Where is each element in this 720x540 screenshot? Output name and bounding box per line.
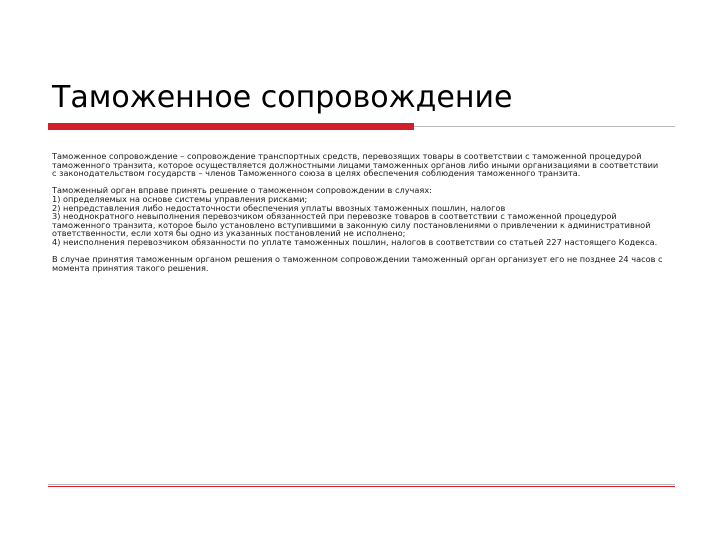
case-item-2: 2) непредставления либо недостаточности обеспечения уплаты ввозных таможенных пошлин, налогов — [52, 202, 506, 213]
footer-divider-gray — [48, 484, 675, 485]
case-item-3: 3) неоднократного невыполнения перевозчиком обязанностей при перевозке товаров в соответствии с таможенной процедурой таможенного транзита, которое было установлено вступившими в законную силу постановлениями о привлечении к административной ответственности, если хотя бы одно из указанных постановлений не исполнено; — [52, 211, 651, 239]
case-item-1: 1) определяемых на основе системы управления рисками; — [52, 193, 308, 204]
case-item-4: 4) неисполнения перевозчиком обязанности по уплате таможенных пошлин, налогов в соответствии со статьей 227 настоящего Кодекса. — [52, 236, 658, 247]
paragraph-definition: Таможенное сопровождение – сопровождение транспортных средств, перевозящих товары в соответствии с таможенной процедурой таможенного транзита, которое осуществляется должностными лицами таможенных органов либо иными организациями в соответствии с законодательством государств – членов Таможенного союза в целях обеспечения соблюдения таможенного транзита. — [52, 151, 659, 179]
cases-intro: Таможенный орган вправе принять решение о таможенном сопровождении в случаях: — [52, 185, 432, 196]
slide-body — [52, 152, 664, 281]
paragraph-deadline: В случае принятия таможенным органом решения о таможенном сопровождении таможенный орган организует его не позднее 24 часов с момента принятия такого решения. — [52, 254, 663, 273]
slide-title: Таможенное сопровождение — [52, 80, 513, 115]
footer-divider-accent — [48, 486, 675, 487]
title-divider-accent — [48, 123, 414, 130]
paragraph-cases — [52, 186, 664, 246]
